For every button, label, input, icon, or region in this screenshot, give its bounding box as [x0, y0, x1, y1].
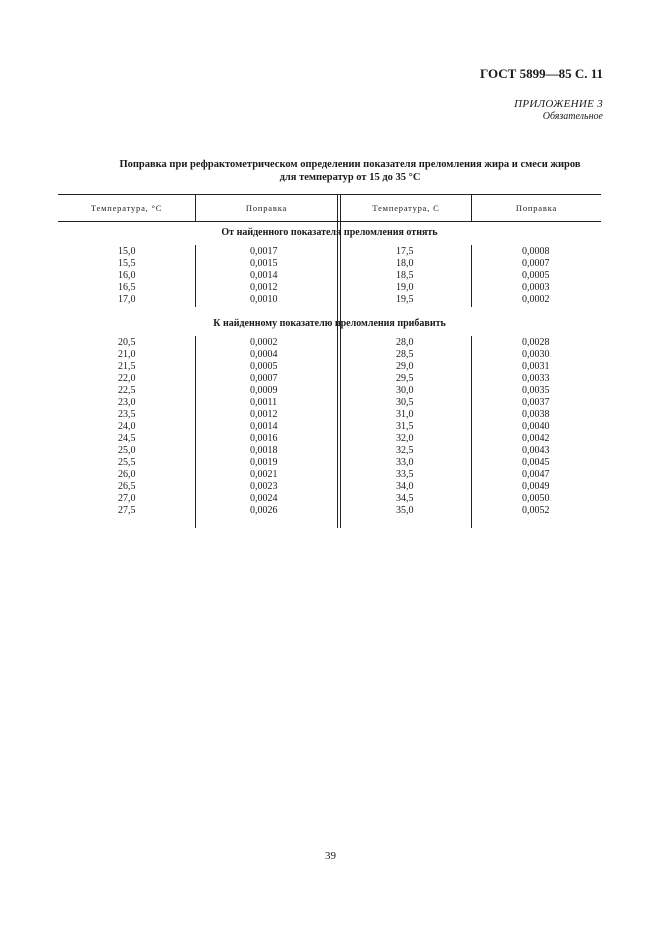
cell-temperature: 18,0 [396, 258, 414, 269]
cell-correction: 0,0038 [522, 409, 550, 420]
table-title-line-2: для температур от 15 до 35 °С [279, 172, 421, 183]
column-header-temperature: Температура, °С [90, 203, 163, 213]
cell-temperature: 17,5 [396, 246, 414, 257]
table-row [0, 457, 661, 469]
cell-correction: 0,0008 [522, 246, 550, 257]
cell-correction: 0,0024 [250, 493, 278, 504]
cell-correction: 0,0049 [522, 481, 550, 492]
appendix-status: Обязательное [542, 111, 603, 122]
table-row [0, 349, 661, 361]
cell-correction: 0,0016 [250, 433, 278, 444]
table-row [0, 361, 661, 373]
cell-temperature: 15,5 [118, 258, 136, 269]
table-row [0, 373, 661, 385]
cell-temperature: 22,0 [118, 373, 136, 384]
cell-temperature: 33,0 [396, 457, 414, 468]
cell-correction: 0,0026 [250, 505, 278, 516]
cell-temperature: 27,0 [118, 493, 136, 504]
table-row [0, 433, 661, 445]
cell-correction: 0,0007 [522, 258, 550, 269]
cell-temperature: 16,0 [118, 270, 136, 281]
table-row [0, 282, 661, 294]
cell-temperature: 33,5 [396, 469, 414, 480]
section-label-subtract: От найденного показателя преломления отнять [221, 227, 438, 238]
cell-temperature: 32,5 [396, 445, 414, 456]
cell-correction: 0,0012 [250, 409, 278, 420]
cell-correction: 0,0047 [522, 469, 550, 480]
cell-correction: 0,0035 [522, 385, 550, 396]
cell-temperature: 26,5 [118, 481, 136, 492]
cell-correction: 0,0014 [250, 421, 278, 432]
table-row [0, 258, 661, 270]
cell-temperature: 21,5 [118, 361, 136, 372]
section-label-add: К найденному показателю преломления прибавить [213, 318, 446, 329]
cell-correction: 0,0050 [522, 493, 550, 504]
cell-correction: 0,0007 [250, 373, 278, 384]
cell-correction: 0,0017 [250, 246, 278, 257]
table-row [0, 337, 661, 349]
cell-correction: 0,0014 [250, 270, 278, 281]
cell-temperature: 34,5 [396, 493, 414, 504]
table-title [60, 158, 640, 184]
cell-temperature: 22,5 [118, 385, 136, 396]
table-row [0, 469, 661, 481]
cell-correction: 0,0011 [250, 397, 278, 408]
cell-temperature: 29,5 [396, 373, 414, 384]
table-top-rule [58, 194, 601, 195]
cell-correction: 0,0030 [522, 349, 550, 360]
cell-correction: 0,0015 [250, 258, 278, 269]
cell-correction: 0,0018 [250, 445, 278, 456]
cell-correction: 0,0019 [250, 457, 278, 468]
column-header-correction: Поправка [515, 203, 558, 213]
table-header-rule [58, 221, 601, 222]
cell-temperature: 20,5 [118, 337, 136, 348]
table-row [0, 385, 661, 397]
cell-temperature: 31,5 [396, 421, 414, 432]
cell-temperature: 16,5 [118, 282, 136, 293]
cell-temperature: 35,0 [396, 505, 414, 516]
page-number: 39 [325, 850, 336, 862]
cell-temperature: 25,5 [118, 457, 136, 468]
cell-correction: 0,0010 [250, 294, 278, 305]
cell-temperature: 24,5 [118, 433, 136, 444]
appendix-label: ПРИЛОЖЕНИЕ 3 [514, 98, 603, 110]
table-row [0, 505, 661, 517]
cell-correction: 0,0040 [522, 421, 550, 432]
cell-correction: 0,0031 [522, 361, 550, 372]
cell-temperature: 23,0 [118, 397, 136, 408]
document-code: ГОСТ 5899—85 С. 11 [480, 66, 603, 81]
column-header-temperature: Температура, С [372, 203, 440, 213]
cell-correction: 0,0005 [250, 361, 278, 372]
cell-temperature: 28,0 [396, 337, 414, 348]
cell-correction: 0,0028 [522, 337, 550, 348]
table-row [0, 493, 661, 505]
cell-temperature: 30,0 [396, 385, 414, 396]
cell-temperature: 18,5 [396, 270, 414, 281]
cell-temperature: 19,5 [396, 294, 414, 305]
cell-correction: 0,0009 [250, 385, 278, 396]
cell-correction: 0,0023 [250, 481, 278, 492]
table-row [0, 294, 661, 306]
cell-temperature: 15,0 [118, 246, 136, 257]
column-header-correction: Поправка [245, 203, 288, 213]
table-row [0, 397, 661, 409]
table-row [0, 421, 661, 433]
table-row [0, 270, 661, 282]
cell-correction: 0,0052 [522, 505, 550, 516]
cell-correction: 0,0042 [522, 433, 550, 444]
table-row [0, 481, 661, 493]
cell-temperature: 27,5 [118, 505, 136, 516]
cell-correction: 0,0004 [250, 349, 278, 360]
cell-temperature: 24,0 [118, 421, 136, 432]
cell-correction: 0,0002 [522, 294, 550, 305]
cell-correction: 0,0045 [522, 457, 550, 468]
cell-temperature: 31,0 [396, 409, 414, 420]
cell-temperature: 17,0 [118, 294, 136, 305]
cell-temperature: 29,0 [396, 361, 414, 372]
cell-temperature: 25,0 [118, 445, 136, 456]
cell-temperature: 26,0 [118, 469, 136, 480]
cell-temperature: 30,5 [396, 397, 414, 408]
cell-correction: 0,0033 [522, 373, 550, 384]
cell-temperature: 34,0 [396, 481, 414, 492]
cell-correction: 0,0002 [250, 337, 278, 348]
table-row [0, 409, 661, 421]
cell-temperature: 28,5 [396, 349, 414, 360]
cell-temperature: 19,0 [396, 282, 414, 293]
cell-correction: 0,0003 [522, 282, 550, 293]
cell-correction: 0,0021 [250, 469, 278, 480]
table-row [0, 246, 661, 258]
table-row [0, 445, 661, 457]
cell-correction: 0,0012 [250, 282, 278, 293]
cell-correction: 0,0037 [522, 397, 550, 408]
cell-correction: 0,0043 [522, 445, 550, 456]
cell-correction: 0,0005 [522, 270, 550, 281]
cell-temperature: 23,5 [118, 409, 136, 420]
cell-temperature: 21,0 [118, 349, 136, 360]
cell-temperature: 32,0 [396, 433, 414, 444]
table-title-line-1: Поправка при рефрактометрическом определении показателя преломления жира и смеси жиров [119, 159, 581, 170]
